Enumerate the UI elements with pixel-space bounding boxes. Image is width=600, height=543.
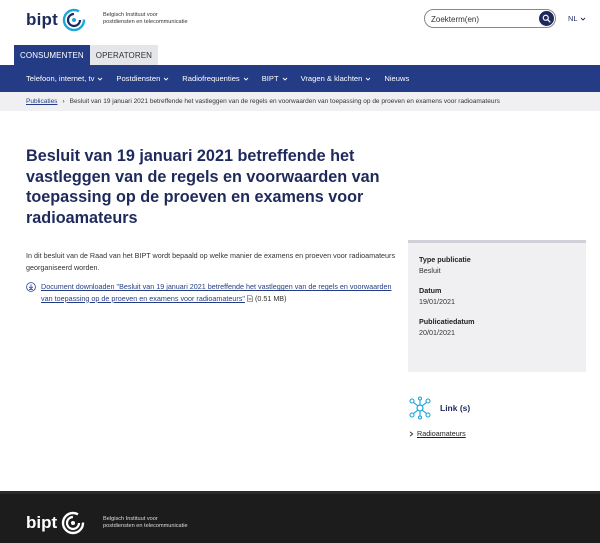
nav-item-postdiensten[interactable] xyxy=(116,74,169,83)
tab-consumenten[interactable]: CONSUMENTEN xyxy=(14,45,90,65)
date-value: 19/01/2021 xyxy=(419,297,455,306)
pubdate-label: Publicatiedatum xyxy=(419,317,475,326)
institute-line-2: postdiensten en telecommunicatie xyxy=(103,19,188,25)
chevron-down-icon xyxy=(243,76,249,82)
institute-name xyxy=(103,12,203,26)
footer-institute-line-1: Belgisch Instituut voor xyxy=(103,516,158,522)
footer-institute-name xyxy=(103,516,203,530)
nav-item-bipt[interactable] xyxy=(262,74,288,83)
type-value: Besluit xyxy=(419,266,441,275)
footer-logo[interactable] xyxy=(26,511,85,535)
nav-item-label: Nieuws xyxy=(384,74,410,83)
pdf-file-icon xyxy=(247,295,253,302)
publication-meta-panel xyxy=(408,240,586,372)
search-button[interactable] xyxy=(539,11,554,26)
main-nav xyxy=(0,65,600,92)
breadcrumb-publicaties-link[interactable]: Publicaties xyxy=(26,98,58,105)
site-logo[interactable] xyxy=(26,8,86,32)
intro-text: In dit besluit van de Raad van het BIPT wordt bepaald op welke manier de examens en proeven voor radioamateurs georganiseerd worden. xyxy=(26,251,396,272)
chevron-down-icon xyxy=(282,76,288,82)
page-title: Besluit van 19 januari 2021 betreffende het vastleggen van de regels en voorwaarden van toepassing op de proeven en examens voor radioamateurs xyxy=(26,147,380,227)
nav-item-telefoon[interactable] xyxy=(26,74,103,83)
logo-text: bipt xyxy=(26,10,58,29)
search-icon xyxy=(542,14,551,23)
site-header xyxy=(0,0,600,44)
logo-swirl-icon xyxy=(61,511,85,535)
nav-item-label: BIPT xyxy=(261,74,279,83)
download-icon xyxy=(26,282,36,292)
link-item-radioamateurs xyxy=(409,429,466,438)
pubdate-value: 20/01/2021 xyxy=(419,328,455,337)
search-box xyxy=(424,9,556,28)
breadcrumb-current: Besluit van 19 januari 2021 betreffende het vastleggen van de regels en voorwaarden van toepassing op de proeven en examens voor radioamateurs xyxy=(69,98,500,105)
links-title: Link (s) xyxy=(440,403,471,413)
radioamateurs-link[interactable]: Radioamateurs xyxy=(417,429,466,438)
download-block xyxy=(26,281,401,304)
links-heading xyxy=(408,396,470,420)
nav-item-label: Radiofrequenties xyxy=(182,74,240,83)
tab-operatoren[interactable]: OPERATOREN xyxy=(90,45,158,65)
institute-line-1: Belgisch Instituut voor xyxy=(103,12,158,18)
chevron-down-icon xyxy=(97,76,103,82)
footer-institute-line-2: postdiensten en telecommunicatie xyxy=(103,523,188,529)
language-label: NL xyxy=(568,14,578,23)
audience-tabs xyxy=(14,45,158,65)
nav-item-label: Telefoon, internet, tv xyxy=(26,74,95,83)
site-footer xyxy=(0,491,600,543)
download-document-link[interactable]: Document downloaden "Besluit van 19 januari 2021 betreffende het vastleggen van de regels en voorwaarden van toepassing op de proeven en examens voor radioamateurs" xyxy=(41,282,392,303)
chevron-down-icon xyxy=(580,16,586,22)
footer-logo-text: bipt xyxy=(26,513,58,532)
chevron-down-icon xyxy=(365,76,371,82)
logo-swirl-icon xyxy=(62,8,86,32)
nav-item-radiofrequenties[interactable] xyxy=(182,74,248,83)
search-input[interactable] xyxy=(431,12,535,26)
nav-item-label: Postdiensten xyxy=(116,74,161,83)
nav-item-nieuws[interactable] xyxy=(384,74,409,83)
nav-item-vragen-klachten[interactable] xyxy=(301,74,372,83)
breadcrumb-separator: › xyxy=(62,98,65,105)
breadcrumb xyxy=(0,92,600,111)
language-selector[interactable] xyxy=(568,14,586,23)
nav-item-label: Vragen & klachten xyxy=(300,74,363,83)
network-links-icon xyxy=(408,396,432,420)
chevron-down-icon xyxy=(163,76,169,82)
date-label: Datum xyxy=(419,286,442,295)
type-label: Type publicatie xyxy=(419,255,471,264)
download-size: (0.51 MB) xyxy=(254,293,287,303)
chevron-right-icon xyxy=(409,431,414,437)
